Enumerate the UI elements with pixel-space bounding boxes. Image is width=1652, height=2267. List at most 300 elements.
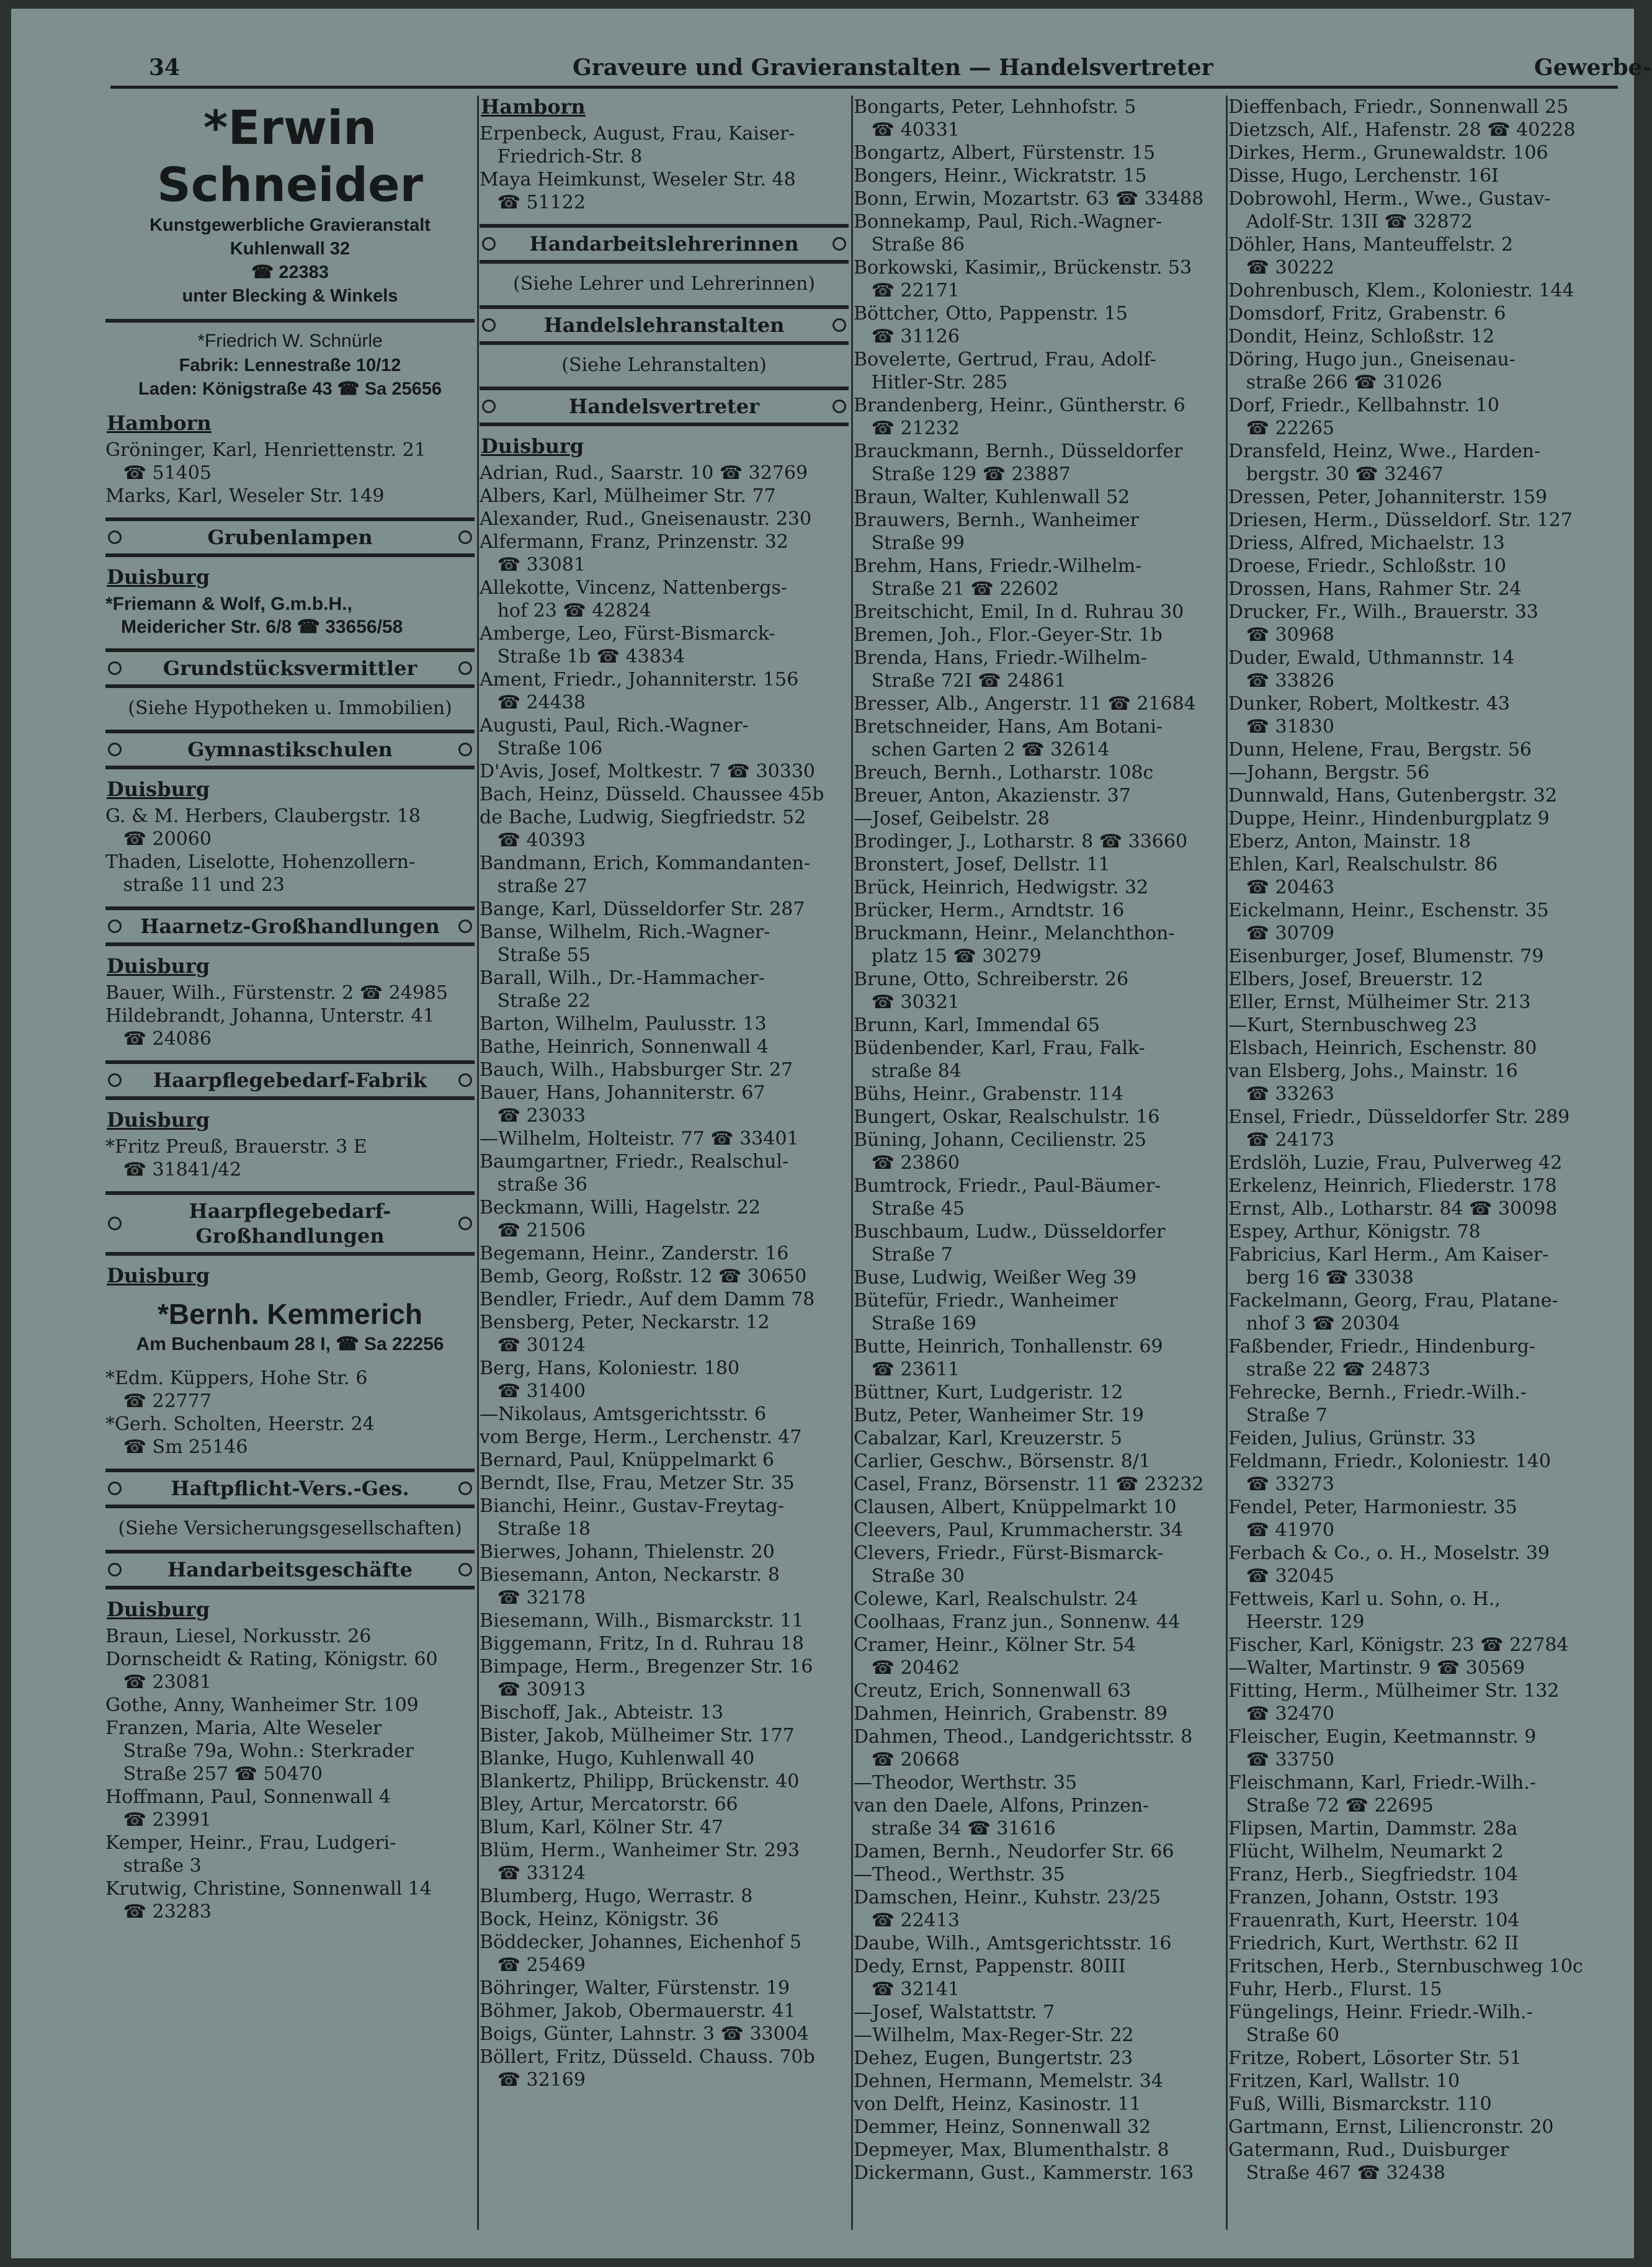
directory-entry: Thaden, Liselotte, Hohenzollern- [105, 851, 416, 873]
directory-entry: Bongartz, Albert, Fürstenstr. 15 [854, 142, 1156, 164]
bullet-ring-icon [108, 661, 122, 675]
directory-entry: Bley, Artur, Mercatorstr. 66 [480, 1794, 738, 1815]
directory-entry: Straße 129 ☎ 23887 [854, 463, 1071, 485]
directory-entry: Eberz, Anton, Mainstr. 18 [1228, 831, 1471, 852]
directory-entry: Bresser, Alb., Angerstr. 11 ☎ 21684 [854, 693, 1196, 715]
advertisement-erwin-schneider [105, 96, 475, 323]
directory-entry: Alfermann, Franz, Prinzenstr. 32 [480, 531, 788, 553]
directory-entry: Biesemann, Anton, Neckarstr. 8 [480, 1564, 780, 1586]
directory-entry: Dunnwald, Hans, Gutenbergstr. 32 [1228, 785, 1557, 807]
directory-entry: Feldmann, Friedr., Koloniestr. 140 [1228, 1451, 1551, 1472]
directory-entry: ☎ 31400 [480, 1380, 586, 1402]
directory-entry: Fritze, Robert, Lösorter Str. 51 [1228, 2047, 1522, 2069]
directory-entry: Boveleтte, Gertrud, Frau, Adolf- [854, 349, 1156, 370]
directory-entry: ☎ 23033 [480, 1105, 586, 1127]
directory-entry: ☎ 22265 [1228, 418, 1334, 439]
entry-list [105, 1367, 475, 1459]
directory-entry: Cramer, Heinr., Kölner Str. 54 [854, 1634, 1136, 1656]
place-heading: Duisburg [107, 1598, 210, 1621]
ad-line: Laden: Königstraße 43 ☎ Sa 25656 [138, 379, 442, 399]
directory-entry: Blumberg, Hugo, Werrastr. 8 [480, 1885, 753, 1907]
directory-entry: Dorf, Friedr., Kellbahnstr. 10 [1228, 395, 1499, 416]
directory-entry: ☎ 30321 [854, 991, 960, 1013]
directory-entry: Gothe, Anny, Wanheimer Str. 109 [105, 1694, 419, 1716]
directory-entry: Duppe, Heinr., Hindenburgplatz 9 [1228, 808, 1550, 829]
directory-entry: Straße 21 ☎ 22602 [854, 578, 1059, 600]
page-number: 34 [149, 55, 181, 81]
directory-entry: Böddecker, Johannes, Eichenhof 5 [480, 1931, 802, 1953]
directory-entry: Buse, Ludwig, Weißer Weg 39 [854, 1267, 1137, 1289]
directory-entry: straße 34 ☎ 31616 [854, 1818, 1056, 1840]
directory-entry: Droese, Friedr., Schloßstr. 10 [1228, 555, 1506, 577]
advertiser-name: *Friedrich W. Schnürle [197, 331, 383, 351]
directory-entry: ☎ 20463 [1228, 877, 1334, 898]
directory-entry: Blanke, Hugo, Kuhlenwall 40 [480, 1748, 755, 1769]
directory-entry: Barall, Wilh., Dr.-Hammacher- [480, 967, 765, 989]
directory-entry: Biesemann, Wilh., Bismarckstr. 11 [480, 1610, 804, 1632]
bullet-ring-icon [458, 919, 472, 933]
section-heading-handelsvertreter: Handelsvertreter [480, 387, 849, 426]
directory-entry: Straße 79a, Wohn.: Sterkrader [105, 1740, 414, 1762]
directory-entry: Bange, Karl, Düsseldorfer Str. 287 [480, 898, 805, 920]
directory-entry: Brehm, Hans, Friedr.-Wilhelm- [854, 555, 1142, 577]
directory-entry: Fabricius, Karl Herm., Am Kaiser- [1228, 1244, 1549, 1266]
directory-entry: *Edm. Küppers, Hohe Str. 6 [105, 1367, 368, 1389]
bullet-ring-icon [458, 661, 472, 675]
directory-entry: Bensberg, Peter, Neckarstr. 12 [480, 1312, 770, 1333]
advertisement-schnuerle [105, 323, 475, 408]
directory-entry: ☎ 24086 [105, 1028, 212, 1050]
directory-entry: Dohrenbusch, Klem., Koloniestr. 144 [1228, 280, 1574, 302]
directory-entry: ☎ 21506 [480, 1220, 586, 1241]
directory-entry: Brauckmann, Bernh., Düsseldorfer [854, 440, 1183, 462]
directory-entry: Böhringer, Walter, Fürstenstr. 19 [480, 1977, 790, 1999]
cross-reference: (Siehe Versicherungsgesellschaften) [118, 1518, 462, 1539]
directory-entry: von Delft, Heinz, Kasinostr. 11 [854, 2093, 1141, 2115]
column-divider [851, 96, 853, 2230]
directory-entry: Butte, Heinrich, Tonhallenstr. 69 [854, 1336, 1163, 1357]
directory-entry: Dahmen, Theod., Landgerichtsstr. 8 [854, 1726, 1193, 1748]
directory-entry: van Elsberg, Johs., Mainstr. 16 [1228, 1060, 1518, 1082]
directory-entry: ☎ 24173 [1228, 1129, 1334, 1151]
directory-entry: Fleischer, Eugin, Keetmannstr. 9 [1228, 1726, 1537, 1748]
directory-entry: Erkelenz, Heinrich, Fliederstr. 178 [1228, 1175, 1557, 1197]
directory-entry: Bischoff, Jak., Abteistr. 13 [480, 1702, 724, 1724]
directory-entry: —Kurt, Sternbuschweg 23 [1228, 1014, 1477, 1036]
directory-entry: Breuch, Bernh., Lotharstr. 108c [854, 762, 1154, 784]
directory-entry: Butz, Peter, Wanheimer Str. 19 [854, 1405, 1144, 1426]
directory-entry: ☎ 32045 [1228, 1565, 1334, 1587]
directory-entry: Kemper, Heinr., Frau, Ludgeri- [105, 1832, 396, 1854]
directory-entry: ☎ 31126 [854, 326, 960, 347]
ad-line: Kunstgewerbliche Gravieranstalt [150, 215, 431, 235]
directory-entry: van den Daele, Alfons, Prinzen- [854, 1795, 1150, 1817]
directory-entry: ☎ 30968 [1228, 624, 1334, 646]
directory-entry: Boigs, Günter, Lahnstr. 3 ☎ 33004 [480, 2023, 809, 2045]
directory-entry: Dressen, Peter, Johanniterstr. 159 [1228, 486, 1548, 508]
directory-entry: Amberge, Leo, Fürst-Bismarck- [480, 623, 775, 645]
bullet-ring-icon [108, 1217, 122, 1230]
directory-entry: Erpenbeck, August, Frau, Kaiser- [480, 123, 795, 145]
entry-list [1228, 96, 1610, 2184]
directory-entry: ☎ 31841/42 [105, 1159, 242, 1181]
directory-entry: schen Garten 2 ☎ 32614 [854, 739, 1110, 761]
place-heading: Duisburg [107, 1108, 210, 1132]
directory-entry: ☎ 30124 [480, 1335, 586, 1356]
directory-entry: Biggemann, Fritz, In d. Ruhrau 18 [480, 1633, 805, 1655]
bullet-ring-icon [108, 1482, 122, 1495]
directory-entry: Bauer, Hans, Johanniterstr. 67 [480, 1082, 766, 1104]
directory-entry: Friedrich, Kurt, Werthstr. 62 II [1228, 1933, 1519, 1954]
section-heading-haarpflege-grosshandlungen: Haarpflegebedarf- Großhandlungen [105, 1191, 475, 1256]
catchword: Gewerbe- [1534, 55, 1652, 81]
directory-entry: Straße 7 [1228, 1405, 1328, 1426]
directory-entry: Fleischmann, Karl, Friedr.-Wilh.- [1228, 1772, 1536, 1794]
entry-list [105, 1625, 475, 1923]
directory-entry: straße 266 ☎ 31026 [1228, 372, 1442, 393]
directory-entry: ☎ 23081 [105, 1671, 212, 1693]
directory-page [11, 9, 1652, 2258]
directory-entry: ☎ 22413 [854, 1910, 960, 1931]
section-heading-handarbeitsgeschaefte: Handarbeitsgeschäfte [105, 1550, 475, 1590]
directory-entry: Bach, Heinz, Düsseld. Chaussee 45b [480, 784, 824, 805]
directory-entry: Marks, Karl, Weseler Str. 149 [105, 485, 385, 507]
directory-entry: Begemann, Heinr., Zanderstr. 16 [480, 1243, 789, 1264]
bullet-ring-icon [833, 237, 846, 251]
directory-entry: Flipsen, Martin, Dammstr. 28a [1228, 1818, 1518, 1840]
directory-entry: Damen, Bernh., Neudorfer Str. 66 [854, 1841, 1174, 1862]
directory-entry: Ehlen, Karl, Realschulstr. 86 [1228, 854, 1498, 875]
directory-entry: ☎ 33273 [1228, 1473, 1334, 1495]
entry-list [480, 462, 849, 2091]
directory-entry: Fackelmann, Georg, Frau, Platane- [1228, 1290, 1558, 1312]
directory-entry: Straße 99 [854, 532, 965, 554]
directory-entry: —Theod., Werthstr. 35 [854, 1864, 1065, 1885]
directory-entry: Büttner, Kurt, Ludgeristr. 12 [854, 1382, 1123, 1403]
directory-entry: Fuhr, Herb., Flurst. 15 [1228, 1979, 1442, 2000]
directory-entry: Straße 106 [480, 738, 603, 759]
directory-entry: Faßbender, Friedr., Hindenburg- [1228, 1336, 1535, 1357]
directory-entry: Franzen, Maria, Alte Weseler [105, 1717, 382, 1739]
directory-entry: Büdenbender, Karl, Frau, Falk- [854, 1037, 1145, 1059]
directory-entry: Straße 72I ☎ 24861 [854, 670, 1066, 692]
directory-entry: ☎ 33750 [1228, 1749, 1334, 1771]
directory-entry: straße 22 ☎ 24873 [1228, 1359, 1431, 1380]
advertisement-kemmerich [105, 1291, 475, 1367]
directory-entry: Banse, Wilhelm, Rich.-Wagner- [480, 921, 770, 943]
directory-entry: Bemb, Georg, Roßstr. 12 ☎ 30650 [480, 1266, 807, 1287]
directory-entry: Straße 72 ☎ 22695 [1228, 1795, 1434, 1817]
directory-entry: Duder, Ewald, Uthmannstr. 14 [1228, 647, 1515, 669]
directory-entry: ☎ 23283 [105, 1901, 212, 1923]
directory-entry: Döring, Hugo jun., Gneisenau- [1228, 349, 1516, 370]
place-heading: Duisburg [107, 777, 210, 801]
place-heading: Hamborn [481, 95, 586, 118]
directory-entry: Gröninger, Karl, Henriettenstr. 21 [105, 439, 426, 461]
directory-entry: Bauer, Wilh., Fürstenstr. 2 ☎ 24985 [105, 982, 449, 1004]
directory-entry: Bonn, Erwin, Mozartstr. 63 ☎ 33488 [854, 188, 1204, 210]
directory-entry: Breitschicht, Emil, In d. Ruhrau 30 [854, 601, 1184, 623]
directory-entry: ☎ 23860 [854, 1152, 960, 1174]
section-heading-grundstuecksvermittler: Grundstücksvermittler [105, 648, 475, 688]
directory-entry: Bock, Heinz, Königstr. 36 [480, 1908, 719, 1930]
directory-entry: Ferbach & Co., o. H., Moselstr. 39 [1228, 1542, 1550, 1564]
directory-entry: Daube, Wilh., Amtsgerichtsstr. 16 [854, 1933, 1172, 1954]
section-heading-gymnastikschulen: Gymnastikschulen [105, 730, 475, 769]
directory-entry: ☎ 23991 [105, 1809, 212, 1831]
running-title: Graveure und Gravieranstalten — Handelsvertreter [573, 55, 1213, 81]
section-heading-handarbeitslehrerinnen: Handarbeitslehrerinnen [480, 224, 849, 264]
section-heading-haarpflege-fabrik: Haarpflegebedarf-Fabrik [105, 1060, 475, 1100]
bullet-ring-icon [458, 1482, 472, 1495]
bullet-ring-icon [833, 318, 846, 332]
header-rule [110, 86, 1618, 89]
directory-entry: Cleevers, Paul, Krummacherstr. 34 [854, 1519, 1184, 1541]
directory-entry: Erdslöh, Luzie, Frau, Pulverweg 42 [1228, 1152, 1563, 1174]
advertiser-name: *Erwin Schneider [156, 100, 424, 212]
directory-entry: Franzen, Johann, Oststr. 193 [1228, 1887, 1499, 1908]
directory-entry: Bongarts, Peter, Lehnhofstr. 5 [854, 96, 1136, 118]
directory-entry: Eisenburger, Josef, Blumenstr. 79 [1228, 946, 1544, 967]
directory-entry: ☎ 33081 [480, 554, 586, 576]
directory-entry: Buschbaum, Ludw., Düsseldorfer [854, 1221, 1166, 1243]
bullet-ring-icon [108, 919, 122, 933]
column-2 [480, 96, 849, 2242]
directory-entry: —Johann, Bergstr. 56 [1228, 762, 1430, 784]
directory-entry: Fritschen, Herb., Sternbuschweg 10c [1228, 1956, 1583, 1977]
directory-entry: Straße 86 [854, 234, 965, 256]
directory-entry: Adolf-Str. 13II ☎ 32872 [1228, 211, 1473, 233]
directory-entry: ☎ 21232 [854, 418, 960, 439]
directory-entry: Braun, Liesel, Norkusstr. 26 [105, 1625, 372, 1647]
entry-list [105, 592, 475, 638]
directory-entry: ☎ 30913 [480, 1679, 586, 1701]
directory-entry: Demmer, Heinz, Sonnenwall 32 [854, 2116, 1151, 2138]
directory-entry: vom Berge, Herm., Lerchenstr. 47 [480, 1426, 802, 1448]
directory-entry: Straße 30 [854, 1565, 965, 1587]
directory-entry: Bierwes, Johann, Thielenstr. 20 [480, 1541, 775, 1563]
column-1 [105, 96, 475, 2242]
directory-entry: Dransfeld, Heinz, Wwe., Harden- [1228, 440, 1541, 462]
directory-entry: Dietzsch, Alf., Hafenstr. 28 ☎ 40228 [1228, 119, 1576, 141]
directory-entry: Dickermann, Gust., Kammerstr. 163 [854, 2162, 1194, 2184]
directory-entry: Hoffmann, Paul, Sonnenwall 4 [105, 1786, 391, 1808]
directory-entry: Krutwig, Christine, Sonnenwall 14 [105, 1878, 432, 1900]
directory-entry: Döhler, Hans, Manteuffelstr. 2 [1228, 234, 1514, 256]
directory-entry: Bretschneider, Hans, Am Botani- [854, 716, 1163, 738]
directory-entry: ☎ 24438 [480, 692, 586, 713]
entry-list [105, 981, 475, 1050]
directory-entry: Driesen, Herm., Düsseldorf. Str. 127 [1228, 509, 1573, 531]
column-divider [1226, 96, 1228, 2230]
place-heading: Duisburg [107, 1264, 210, 1287]
page-header [11, 9, 1652, 81]
directory-entry: Depmeyer, Max, Blumenthalstr. 8 [854, 2139, 1169, 2161]
directory-entry: Straße 18 [480, 1518, 591, 1540]
place-heading: Duisburg [107, 565, 210, 589]
directory-entry: Domsdorf, Fritz, Grabenstr. 6 [1228, 303, 1506, 324]
ad-line: ☎ 22383 [251, 262, 329, 282]
directory-entry: Brune, Otto, Schreiberstr. 26 [854, 968, 1129, 990]
directory-entry: Straße 257 ☎ 50470 [105, 1763, 323, 1785]
directory-entry: ☎ 22171 [854, 280, 960, 302]
directory-entry: Bianchi, Heinr., Gustav-Freytag- [480, 1495, 784, 1517]
directory-entry: Flücht, Wilhelm, Neumarkt 2 [1228, 1841, 1504, 1862]
directory-entry: Maya Heimkunst, Weseler Str. 48 [480, 169, 796, 190]
cross-reference: (Siehe Lehranstalten) [561, 354, 767, 376]
section-heading-handelslehranstalten: Handelslehranstalten [480, 305, 849, 345]
directory-entry: Bumtrock, Friedr., Paul-Bäumer- [854, 1175, 1161, 1197]
directory-entry: Bruckmann, Heinr., Melanchthon- [854, 923, 1175, 944]
directory-entry: Allekotte, Vincenz, Nattenbergs- [480, 577, 787, 599]
directory-entry: —Nikolaus, Amtsgerichtsstr. 6 [480, 1403, 767, 1425]
ad-line: Fabrik: Lennestraße 10/12 [179, 355, 401, 375]
directory-entry: Creutz, Erich, Sonnenwall 63 [854, 1680, 1132, 1702]
directory-entry: Fritzen, Karl, Wallstr. 10 [1228, 2070, 1460, 2092]
bullet-ring-icon [108, 743, 122, 756]
directory-entry: ☎ 22777 [105, 1390, 212, 1412]
bullet-ring-icon [458, 1217, 472, 1230]
directory-entry: ☎ Sm 25146 [105, 1436, 248, 1458]
directory-entry: ☎ 30222 [1228, 257, 1334, 279]
directory-entry: Dehnen, Hermann, Memelstr. 34 [854, 2070, 1163, 2092]
directory-entry: Borkowski, Kasimir,, Brückenstr. 53 [854, 257, 1192, 279]
directory-entry: ☎ 20668 [854, 1749, 960, 1771]
directory-entry: —Josef, Walstattstr. 7 [854, 2001, 1055, 2023]
directory-entry: Dedy, Ernst, Pappenstr. 80III [854, 1956, 1126, 1977]
place-heading: Duisburg [107, 954, 210, 978]
bullet-ring-icon [108, 530, 122, 544]
directory-entry: ☎ 32470 [1228, 1703, 1334, 1725]
directory-entry: Straße 60 [1228, 2024, 1339, 2046]
entry-list [480, 122, 849, 214]
directory-entry: Feiden, Julius, Grünstr. 33 [1228, 1428, 1476, 1449]
directory-entry: —Josef, Geibelstr. 28 [854, 808, 1050, 829]
directory-entry: Brücker, Herm., Arndtstr. 16 [854, 900, 1125, 921]
column-3 [854, 96, 1225, 2242]
directory-entry: Berndt, Ilse, Frau, Metzer Str. 35 [480, 1472, 795, 1494]
directory-entry: Bühs, Heinr., Grabenstr. 114 [854, 1083, 1123, 1105]
directory-entry: straße 84 [854, 1060, 962, 1082]
entry-list [854, 96, 1225, 2184]
directory-entry: Braun, Walter, Kuhlenwall 52 [854, 486, 1130, 508]
directory-entry: Hildebrandt, Johanna, Unterstr. 41 [105, 1005, 435, 1027]
place-heading: Duisburg [481, 434, 584, 458]
directory-entry: Clausen, Albert, Knüppelmarkt 10 [854, 1496, 1177, 1518]
directory-entry: Heerstr. 129 [1228, 1611, 1365, 1633]
directory-entry: Straße 7 [854, 1244, 953, 1266]
directory-entry: Cabalzar, Karl, Kreuzerstr. 5 [854, 1428, 1123, 1449]
directory-entry: Dunker, Robert, Moltkestr. 43 [1228, 693, 1510, 715]
directory-entry: ☎ 31830 [1228, 716, 1334, 738]
directory-entry: Barton, Wilhelm, Paulusstr. 13 [480, 1013, 767, 1035]
directory-entry: Blum, Karl, Kölner Str. 47 [480, 1817, 723, 1838]
directory-entry: ☎ 40331 [854, 119, 960, 141]
advertiser-name: *Bernh. Kemmerich [158, 1298, 422, 1330]
directory-entry: Brodinger, J., Lotharstr. 8 ☎ 33660 [854, 831, 1188, 852]
directory-entry: Straße 45 [854, 1198, 965, 1220]
directory-entry: Bremen, Joh., Flor.-Geyer-Str. 1b [854, 624, 1163, 646]
ad-line: Am Buchenbaum 28 I, ☎ Sa 22256 [136, 1334, 444, 1354]
directory-entry: Ensel, Friedr., Düsseldorfer Str. 289 [1228, 1106, 1570, 1128]
directory-entry: Eickelmann, Heinr., Eschenstr. 35 [1228, 900, 1549, 921]
section-heading-haftpflicht: Haftpflicht-Vers.-Ges. [105, 1469, 475, 1508]
directory-entry: Böhmer, Jakob, Obermauerstr. 41 [480, 2000, 796, 2022]
directory-entry: ☎ 32141 [854, 1979, 960, 2000]
cross-reference: (Siehe Hypotheken u. Immobilien) [128, 697, 452, 719]
directory-entry: ☎ 32169 [480, 2069, 586, 2091]
directory-entry: Dobrowohl, Herm., Wwe., Gustav- [1228, 188, 1551, 210]
bullet-ring-icon [108, 1073, 122, 1087]
directory-entry: Brück, Heinrich, Hedwigstr. 32 [854, 877, 1149, 898]
directory-entry: Dunn, Helene, Frau, Bergstr. 56 [1228, 739, 1532, 761]
directory-entry: Straße 169 [854, 1313, 977, 1335]
directory-entry: Disse, Hugo, Lerchenstr. 16I [1228, 165, 1499, 187]
directory-entry: Frauenrath, Kurt, Heerstr. 104 [1228, 1910, 1520, 1931]
directory-entry: ☎ 41970 [1228, 1519, 1334, 1541]
directory-entry: straße 27 [480, 875, 587, 897]
entry-list [105, 439, 475, 508]
directory-entry: Straße 467 ☎ 32438 [1228, 2162, 1445, 2184]
directory-entry: Böttcher, Otto, Pappenstr. 15 [854, 303, 1128, 324]
directory-entry: berg 16 ☎ 33038 [1228, 1267, 1414, 1289]
directory-entry: Driess, Alfred, Michaelstr. 13 [1228, 532, 1505, 554]
bullet-ring-icon [108, 1563, 122, 1576]
directory-entry: Carlier, Geschw., Börsenstr. 8/1 [854, 1451, 1151, 1472]
directory-entry: Drossen, Hans, Rahmer Str. 24 [1228, 578, 1522, 600]
directory-entry: G. & M. Herbers, Claubergstr. 18 [105, 805, 421, 827]
directory-entry: *Gerh. Scholten, Heerstr. 24 [105, 1413, 375, 1435]
entry-list [105, 805, 475, 897]
directory-entry: ☎ 51122 [480, 192, 586, 213]
directory-entry: ☎ 33124 [480, 1862, 586, 1884]
directory-entry: Gartmann, Ernst, Liliencronstr. 20 [1228, 2116, 1554, 2138]
directory-entry: —Theodor, Werthstr. 35 [854, 1772, 1078, 1794]
directory-entry: —Walter, Martinstr. 9 ☎ 30569 [1228, 1657, 1525, 1679]
ad-line: unter Blecking & Winkels [182, 286, 398, 306]
directory-entry: hof 23 ☎ 42824 [480, 600, 651, 622]
bullet-ring-icon [458, 530, 472, 544]
section-heading-haarnetz: Haarnetz-Großhandlungen [105, 906, 475, 946]
directory-entry: Brunn, Karl, Immendal 65 [854, 1014, 1100, 1036]
directory-entry: Meidericher Str. 6/8 ☎ 33656/58 [105, 617, 403, 637]
directory-entry: Bronstert, Josef, Dellstr. 11 [854, 854, 1110, 875]
directory-entry: Straße 55 [480, 944, 591, 966]
directory-entry: Damschen, Heinr., Kuhstr. 23/25 [854, 1887, 1161, 1908]
directory-entry: Bathe, Heinrich, Sonnenwall 4 [480, 1036, 769, 1058]
directory-entry: Füngelings, Heinr. Friedr.-Wilh.- [1228, 2001, 1533, 2023]
directory-entry: Fischer, Karl, Königstr. 23 ☎ 22784 [1228, 1634, 1569, 1656]
directory-entry: Straße 1b ☎ 43834 [480, 646, 685, 668]
directory-entry: bergstr. 30 ☎ 32467 [1228, 463, 1444, 485]
directory-entry: Dehez, Eugen, Bungertstr. 23 [854, 2047, 1133, 2069]
directory-entry: ☎ 40393 [480, 829, 586, 851]
directory-entry: Casel, Franz, Börsenstr. 11 ☎ 23232 [854, 1473, 1204, 1495]
directory-entry: Friedrich-Str. 8 [480, 146, 643, 168]
directory-entry: Alexander, Rud., Gneisenaustr. 230 [480, 508, 812, 530]
directory-entry: Bimpage, Herm., Bregenzer Str. 16 [480, 1656, 813, 1678]
directory-entry: Fuß, Willi, Bismarckstr. 110 [1228, 2093, 1492, 2115]
directory-entry: *Fritz Preuß, Brauerstr. 3 E [105, 1136, 367, 1158]
section-heading-grubenlampen: Grubenlampen [105, 517, 475, 557]
directory-entry: Dieffenbach, Friedr., Sonnenwall 25 [1228, 96, 1569, 118]
directory-entry: ☎ 20060 [105, 828, 212, 850]
directory-entry: —Wilhelm, Holteistr. 77 ☎ 33401 [480, 1128, 799, 1150]
directory-entry: ☎ 51405 [105, 462, 212, 484]
directory-entry: nhof 3 ☎ 20304 [1228, 1313, 1400, 1335]
bullet-ring-icon [458, 1073, 472, 1087]
directory-entry: Bonnekamp, Paul, Rich.-Wagner- [854, 211, 1163, 233]
